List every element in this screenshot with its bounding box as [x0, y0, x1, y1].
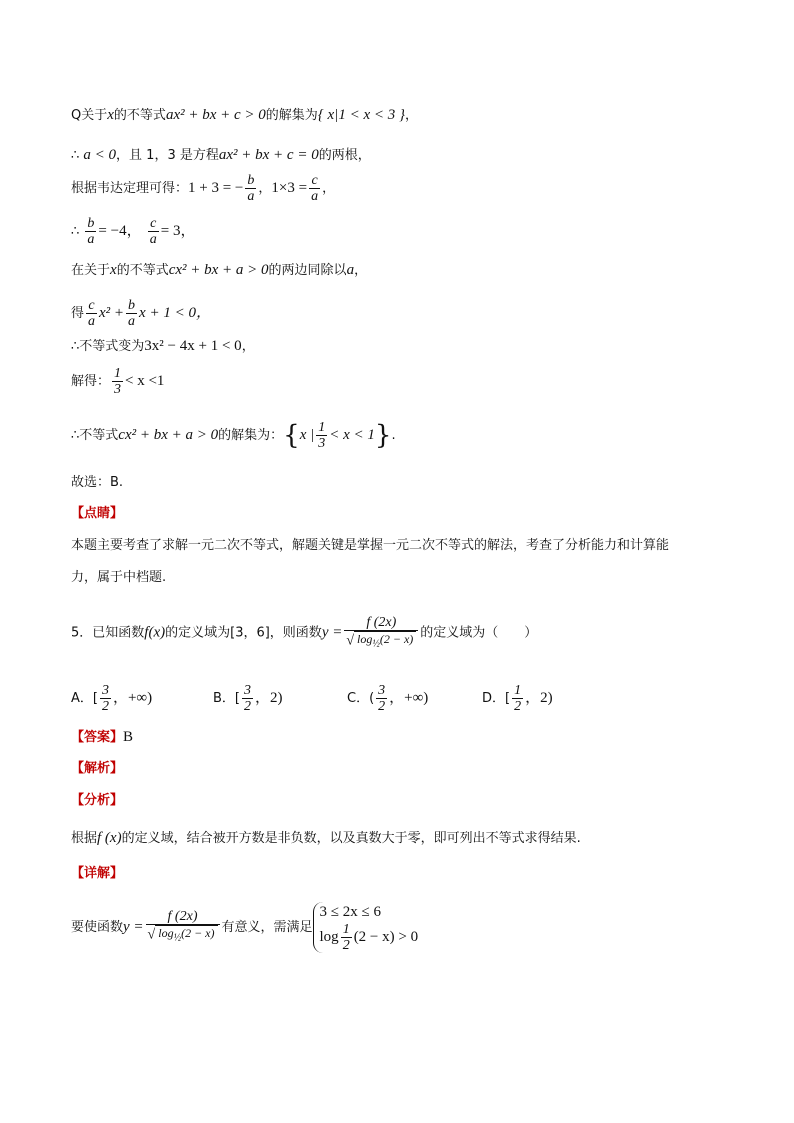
function: f (x)	[97, 830, 122, 846]
therefore-symbol: ∴	[71, 339, 80, 354]
answer-line	[71, 728, 133, 747]
section-heading-xiangjie	[71, 865, 123, 883]
solution-line-2	[71, 146, 371, 165]
numerator: 1	[514, 683, 522, 698]
denominator: 2	[342, 938, 350, 953]
solution-line-7	[71, 337, 255, 356]
option-rest: ，2)	[255, 690, 283, 706]
text: 已知函数	[92, 625, 145, 641]
text: 的两根，	[318, 148, 371, 163]
section-heading-jiexi	[71, 760, 123, 778]
radicand	[155, 925, 217, 945]
text: ，且 1，3 是方程	[116, 148, 219, 163]
term: x² +	[99, 305, 125, 321]
numerator: f (2x)	[146, 909, 220, 925]
solution-line-6	[71, 298, 211, 329]
fraction	[86, 298, 97, 329]
text: 本题主要考查了求解一元二次不等式，解题关键是掌握一元二次不等式的解法，考查了分析能力和计算能	[71, 538, 670, 553]
sqrt-symbol: √	[147, 927, 156, 943]
solution-line-5	[71, 261, 367, 280]
analysis-line	[71, 829, 581, 848]
fraction	[242, 683, 253, 714]
set-body: x|1 < x < 3	[327, 107, 396, 123]
text: ，	[258, 181, 272, 196]
text: 的解集为：	[218, 428, 284, 443]
solution-line-4	[71, 216, 195, 247]
var-a: a	[346, 262, 355, 278]
fraction	[112, 366, 123, 397]
set-var: x |	[299, 427, 315, 443]
numerator: 3	[101, 683, 109, 698]
text: 根据韦达定理可得：	[71, 181, 189, 196]
text: ，	[241, 339, 255, 354]
log-base: ½	[173, 932, 182, 944]
text: 的定义域为（ ）	[420, 625, 538, 641]
option-label: B．[	[213, 691, 240, 706]
log: log	[357, 632, 373, 646]
value: = 3，	[160, 223, 196, 239]
sum-expr: 1 + 3 = −	[188, 180, 244, 196]
text: 的解集为	[265, 108, 318, 123]
log-arg: (2 − x)	[379, 632, 414, 646]
denominator	[344, 631, 418, 651]
fraction	[148, 216, 159, 247]
heading: 【点睛】	[71, 506, 124, 521]
because-symbol: Q	[71, 108, 82, 123]
text: 的两边同除以	[268, 263, 347, 278]
var-x: x	[110, 262, 117, 278]
solution-line-8	[71, 366, 164, 397]
inequality: 3x² − 4x + 1 < 0	[144, 338, 242, 354]
option-d[interactable]	[482, 683, 553, 714]
radicand	[354, 631, 416, 651]
numerator: b	[87, 216, 95, 231]
product-expr: 1×3 =	[271, 180, 308, 196]
condition-1: 3 ≤ 2x ≤ 6	[319, 904, 381, 920]
text: 力，属于中档题.	[71, 570, 167, 585]
condition-2	[320, 922, 419, 953]
section-heading-fenxi	[71, 792, 123, 810]
fraction	[146, 909, 220, 945]
numerator: 3	[244, 683, 251, 698]
option-rest: ，+∞)	[112, 690, 153, 706]
numerator: 1	[342, 922, 350, 937]
text: 的定义域，结合被开方数是非负数，以及真数大于零，即可列出不等式求得结果.	[121, 831, 581, 846]
numerator: 3	[378, 683, 386, 698]
option-b[interactable]	[213, 683, 283, 714]
question-5	[71, 615, 537, 651]
therefore-symbol: ∴	[71, 428, 80, 443]
text: 得	[71, 306, 85, 321]
option-rest: ，+∞)	[389, 690, 429, 706]
denominator: 3	[318, 436, 326, 451]
var-x: x	[107, 107, 114, 123]
log-arg: (2 − x) > 0	[353, 928, 419, 945]
remark-line-2	[71, 569, 166, 587]
section-heading-dianjing	[71, 505, 123, 523]
numerator: f (2x)	[344, 615, 418, 631]
heading: 【解析】	[71, 761, 124, 776]
left-brace: {	[283, 420, 300, 451]
text: ，	[354, 263, 368, 278]
text: 根据	[71, 831, 98, 846]
solution-line-1	[71, 106, 418, 125]
numerator: b	[247, 173, 255, 188]
y-equals: y =	[123, 919, 144, 935]
fraction	[309, 173, 320, 204]
text: 解得：	[71, 374, 111, 389]
text: 的不等式	[113, 108, 166, 123]
option-label: A．[	[71, 691, 98, 706]
inequality-system	[313, 902, 419, 953]
text: ，	[404, 108, 418, 123]
text: 关于	[81, 108, 108, 123]
therefore-symbol: ∴	[71, 148, 80, 163]
text: 不等式	[79, 428, 119, 443]
condition: a < 0	[83, 147, 117, 163]
denominator: 2	[101, 699, 109, 714]
fraction	[245, 173, 256, 204]
fraction	[85, 216, 96, 247]
solution-line-9	[71, 420, 396, 451]
denominator: 2	[244, 699, 251, 714]
option-label: C．(	[347, 691, 375, 706]
set-condition: < x < 1	[329, 427, 375, 443]
fraction	[376, 683, 387, 714]
numerator: c	[86, 298, 97, 314]
answer-value: B	[123, 729, 134, 745]
sqrt-symbol: √	[346, 633, 355, 649]
fraction	[341, 922, 352, 953]
equation: ax² + bx + c = 0	[218, 147, 319, 163]
inequality: cx² + bx + a > 0	[168, 262, 269, 278]
denominator: 2	[514, 699, 522, 714]
detail-line	[71, 902, 418, 953]
inequality: ax² + bx + c > 0	[165, 107, 266, 123]
denominator: 2	[378, 699, 386, 714]
text: 故选：B.	[71, 475, 124, 490]
fraction	[126, 298, 137, 329]
denominator: 3	[114, 382, 122, 397]
term: x + 1 < 0，	[139, 305, 211, 321]
option-a[interactable]	[71, 683, 152, 714]
text: 在关于	[71, 263, 111, 278]
fraction	[316, 420, 327, 451]
text: .	[391, 428, 396, 443]
denominator: a	[149, 232, 157, 247]
right-brace: }	[374, 420, 392, 451]
solution-line-3	[71, 173, 335, 204]
numerator: b	[128, 298, 136, 313]
heading: 【分析】	[71, 793, 124, 808]
numerator: c	[148, 216, 159, 232]
text: 有意义，需满足	[221, 920, 313, 935]
fraction	[344, 615, 418, 651]
remark-line-1	[71, 537, 669, 555]
option-c[interactable]	[347, 683, 428, 714]
therefore-symbol: ∴	[71, 224, 80, 239]
heading: 【答案】	[71, 730, 124, 745]
value: = −4，	[98, 223, 142, 239]
log: log	[319, 928, 339, 945]
fraction	[100, 683, 111, 714]
text: 要使函数	[71, 920, 124, 935]
denominator: a	[311, 189, 319, 204]
function: f(x)	[144, 624, 166, 641]
text: 的定义域为[3，6]，则函数	[165, 625, 322, 641]
denominator: a	[128, 314, 136, 329]
denominator: a	[88, 314, 96, 329]
numerator: 1	[114, 366, 122, 381]
log-arg: (2 − x)	[181, 926, 215, 941]
y-equals: y =	[321, 624, 343, 641]
numerator: 1	[318, 420, 326, 435]
denominator: a	[87, 232, 95, 247]
fraction	[512, 683, 523, 714]
question-number: 5．	[71, 625, 93, 641]
inequality: < x <1	[125, 373, 165, 389]
text: 的不等式	[116, 263, 169, 278]
option-label: D．[	[482, 691, 511, 706]
option-rest: ，2)	[525, 690, 553, 706]
inequality: cx² + bx + a > 0	[118, 427, 219, 443]
heading: 【详解】	[71, 866, 124, 881]
text: ，	[322, 181, 336, 196]
log: log	[158, 926, 174, 941]
numerator: c	[309, 173, 320, 189]
log-base: ½	[372, 638, 380, 650]
text: 不等式变为	[79, 339, 145, 354]
choice-line	[71, 474, 123, 492]
solution-set: { x|1 < x < 3 }	[317, 107, 405, 123]
denominator	[146, 925, 220, 945]
denominator: a	[247, 189, 255, 204]
